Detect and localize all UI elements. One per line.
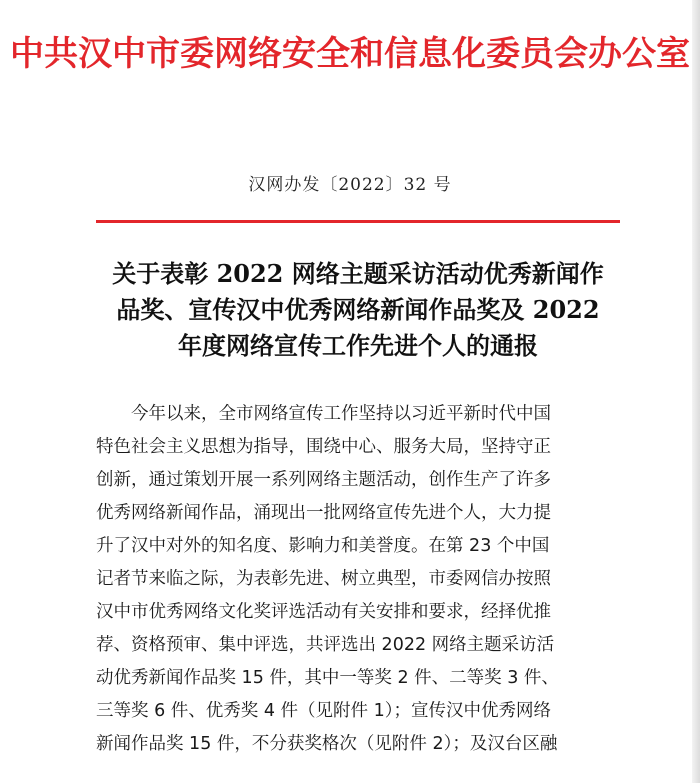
body-line: 记者节来临之际，为表彰先进、树立典型，市委网信办按照 [96, 569, 551, 589]
body-line: 荐、资格预审、集中评选，共评选出 2022 网络主题采访活 [96, 635, 555, 655]
body-line: 今年以来，全市网络宣传工作坚持以习近平新时代中国 [131, 404, 551, 424]
body-line: 升了汉中对外的知名度、影响力和美誉度。在第 23 个中国 [96, 536, 550, 556]
body-line: 创新，通过策划开展一系列网络主题活动，创作生产了许多 [96, 470, 551, 490]
body-line: 三等奖 6 件、优秀奖 4 件（见附件 1）；宣传汉中优秀网络 [96, 701, 551, 721]
body-line: 汉中市优秀网络文化奖评选活动有关安排和要求，经择优推 [96, 602, 551, 622]
document-number: 汉网办发〔2022〕32 号 [248, 175, 452, 195]
red-divider-line [96, 220, 620, 223]
title-line-1: 关于表彰 2022 网络主题采访活动优秀新闻作 [112, 259, 604, 288]
body-line: 新闻作品奖 15 件，不分获奖格次（见附件 2）；及汉台区融 [96, 734, 558, 754]
body-line: 优秀网络新闻作品，涌现出一批网络宣传先进个人，大力提 [96, 503, 551, 523]
body-line: 特色社会主义思想为指导，围绕中心、服务大局，坚持守正 [96, 437, 551, 457]
body-line: 动优秀新闻作品奖 15 件，其中一等奖 2 件、二等奖 3 件、 [96, 668, 559, 688]
page-edge-shadow [692, 0, 700, 783]
title-line-3: 年度网络宣传工作先进个人的通报 [178, 331, 538, 360]
issuing-organization-header: 中共汉中市委网络安全和信息化委员会办公室 [10, 34, 690, 74]
document-title [96, 256, 620, 364]
body-paragraph [96, 398, 626, 761]
title-line-2: 品奖、宣传汉中优秀网络新闻作品奖及 2022 [116, 295, 600, 324]
